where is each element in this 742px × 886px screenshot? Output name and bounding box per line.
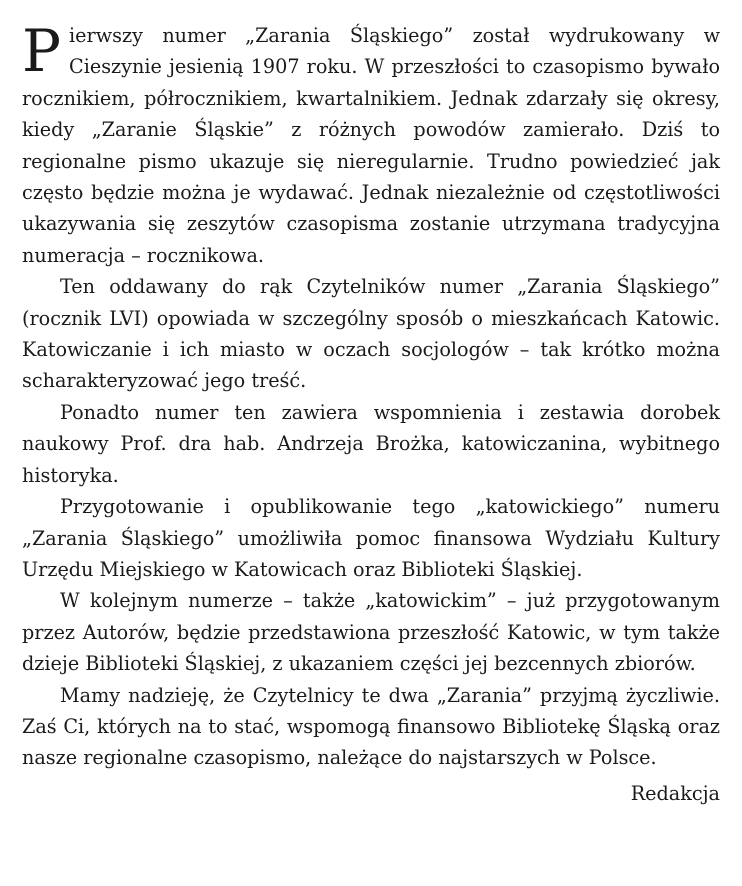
paragraph-5: W kolejnym numerze – także „katowickim” – już przygotowanym przez Autorów, będzie przedstawiona przeszłość Katowic, w tym także dzieje Biblioteki Śląskiej, z ukazaniem części jej bezcennych zbiorów. bbox=[22, 589, 720, 676]
paragraph-2: Ten oddawany do rąk Czytelników numer „Zarania Śląskiego” (rocznik LVI) opowiada w szczególny sposób o mieszkańcach Katowic. Katowiczanie i ich miasto w oczach socjologów – tak krótko można scharakteryzować jego treść. bbox=[22, 275, 720, 393]
editorial-text bbox=[22, 17, 720, 809]
paragraph-3: Ponadto numer ten zawiera wspomnienia i zestawia dorobek naukowy Prof. dra hab. Andrzeja Brożka, katowiczanina, wybitnego historyka. bbox=[22, 400, 720, 487]
paragraph-6: Mamy nadzieję, że Czytelnicy te dwa „Zarania” przyjmą życzliwie. Zaś Ci, których na to stać, wspomogą finansowo Bibliotekę Śląską oraz nasze regionalne czasopismo, należące do najstarszych w Polsce. bbox=[22, 683, 720, 770]
paragraph-4: Przygotowanie i opublikowanie tego „katowickiego” numeru „Zarania Śląskiego” umożliwiła pomoc finansowa Wydziału Kultury Urzędu Miejskiego w Katowicach oraz Biblioteki Śląskiej. bbox=[22, 495, 720, 581]
paragraph-1-text: ierwszy numer „Zarania Śląskiego” został wydrukowany w Cieszynie jesienią 1907 roku. W przeszłości to czasopismo bywało rocznikiem, półrocznikiem, kwartalnikiem. Jednak zdarzały się okresy, kiedy „Zaranie Śląskie” z różnych powodów zamierało. Dziś to regionalne pismo ukazuje się nieregularnie. Trudno powiedzieć jak często będzie można je wydawać. Jednak niezależnie od częstotliwości ukazywania się zeszytów czasopisma zostanie utrzymana tradycyjna numeracja – rocznikowa. bbox=[22, 24, 720, 267]
drop-cap-letter: P bbox=[22, 17, 62, 85]
paragraph-1 bbox=[22, 17, 720, 271]
signature: Redakcja bbox=[630, 781, 720, 805]
